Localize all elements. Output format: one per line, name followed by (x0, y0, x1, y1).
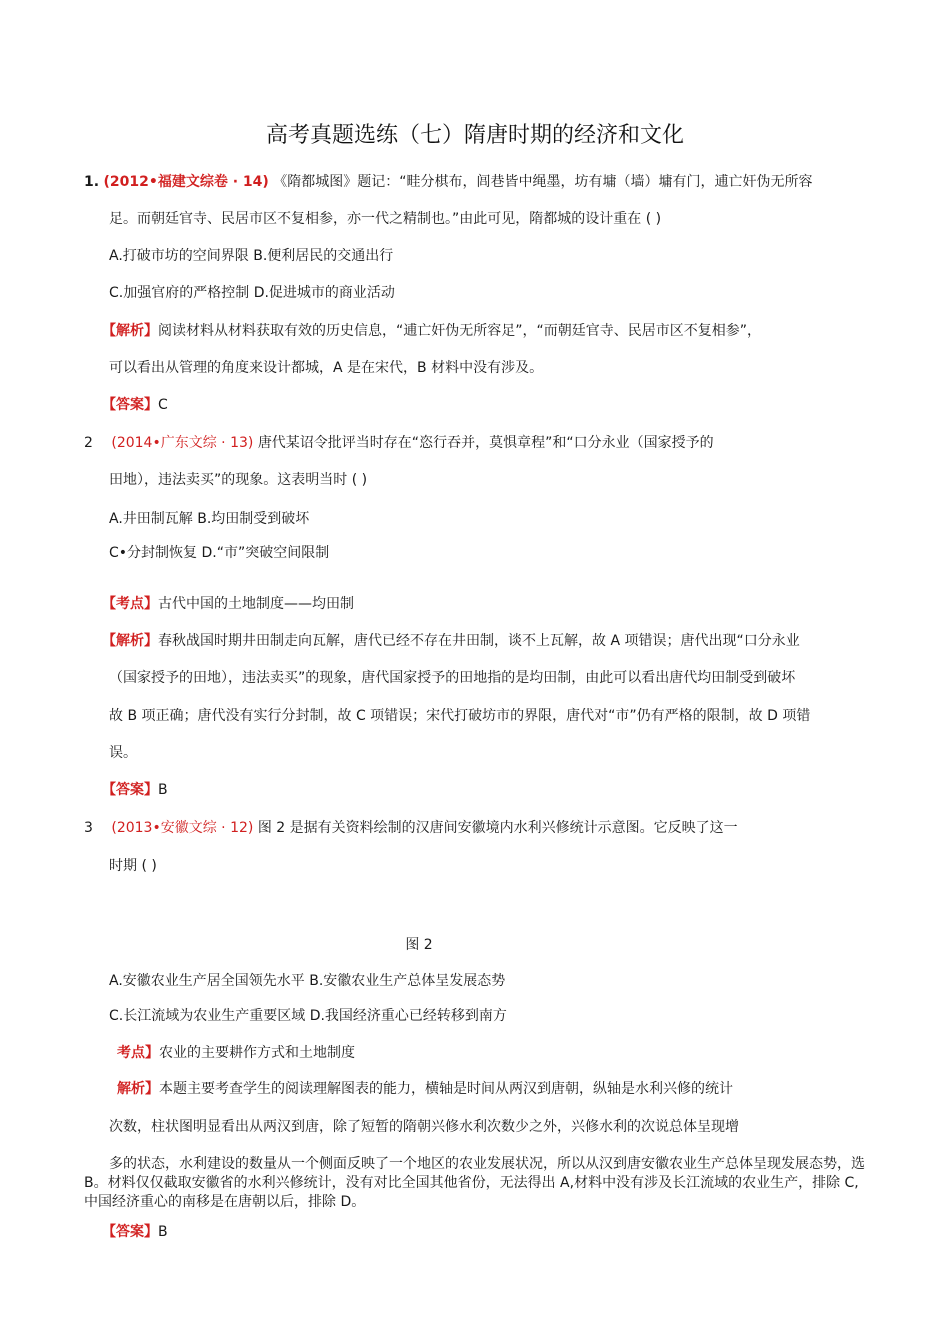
options-row-1 (109, 246, 393, 266)
answer-tag: 【答案】 (102, 397, 158, 413)
question-3-line-1 (84, 818, 738, 838)
answer-tag: 【答案】 (102, 1224, 158, 1240)
options-row-1 (109, 971, 505, 991)
analysis-paragraph: 多的状态，水利建设的数量从一个侧面反映了一个地区的农业发展状况，所以从汉到唐安徽农业生产总体呈现发展态势，选 B。材料仅仅截取安徽省的水利兴修统计，没有对比全国其他省份，无法得出 A,材料中没有涉及长江流域的农业生产，排除 C,中国经济重心的南移是在唐朝以后，排除 D。 (84, 1156, 865, 1210)
point-tag: 【考点】 (102, 596, 158, 612)
option-c: C•分封制恢复 (109, 545, 202, 561)
options-row-1 (109, 509, 309, 529)
analysis-line-2: 次数，柱状图明显看出从两汉到唐，除了短暂的隋朝兴修水利次数少之外，兴修水利的次说总体呈现增 (109, 1119, 739, 1135)
analysis-line-1 (102, 321, 761, 341)
answer-value: B (158, 1224, 168, 1240)
question-1-line-1 (84, 172, 813, 192)
options-row-2 (109, 1006, 507, 1026)
question-2-line-1 (84, 433, 714, 453)
answer-value: C (158, 397, 168, 413)
question-number: 1. (84, 174, 100, 190)
analysis-line-4: 误。 (109, 745, 137, 761)
option-a: A.安徽农业生产居全国领先水平 (109, 973, 310, 989)
options-row-2 (109, 543, 329, 563)
point-line (117, 1043, 355, 1063)
answer-tag: 【答案】 (102, 782, 158, 798)
answer-value: B (158, 782, 168, 798)
analysis-tag: 【解析】 (102, 323, 158, 339)
question-stem-continued: 田地），违法卖买”的现象。这表明当时 ( ) (109, 472, 368, 488)
option-b: B.均田制受到破坏 (197, 511, 310, 527)
answer-line (102, 1222, 168, 1242)
question-source: (2014•广东文综 · 13) (111, 435, 254, 451)
point-text: 古代中国的土地制度——均田制 (158, 596, 354, 612)
question-number: 2 (84, 435, 93, 451)
answer-line (102, 395, 168, 415)
analysis-tag: 解析】 (117, 1081, 159, 1097)
question-stem: 唐代某诏令批评当时存在“恣行吞并，莫惧章程”和“口分永业（国家授予的 (257, 435, 714, 451)
question-stem: 《隋都城图》题记：“畦分棋布，闾巷皆中绳墨，坊有墉（墙）墉有门，逋亡奸伪无所容 (273, 174, 813, 190)
analysis-line-1 (117, 1079, 733, 1099)
options-row-2 (109, 283, 395, 303)
analysis-tag: 【解析】 (102, 633, 158, 649)
option-a: A.打破市坊的空间界限 (109, 248, 254, 264)
option-d: D.我国经济重心已经转移到南方 (309, 1008, 507, 1024)
analysis-text: 阅读材料从材料获取有效的历史信息，“逋亡奸伪无所容足”，“而朝廷官寺、民居市区不复相参”， (158, 323, 762, 339)
question-number: 3 (84, 820, 93, 836)
option-b: B.便利居民的交通出行 (253, 248, 394, 264)
analysis-line-1 (102, 631, 800, 651)
figure-caption: 图 2 (405, 937, 433, 953)
question-stem-continued: 时期 ( ) (109, 858, 157, 874)
analysis-text: 本题主要考查学生的阅读理解图表的能力，横轴是时间从两汉到唐朝，纵轴是水利兴修的统计 (159, 1081, 733, 1097)
question-stem-continued: 足。而朝廷官寺、民居市区不复相参，亦一代之精制也。”由此可见，隋都城的设计重在 ( ) (109, 211, 662, 227)
analysis-line-2: 可以看出从管理的角度来设计都城，A 是在宋代，B 材料中没有涉及。 (109, 360, 544, 376)
analysis-line-2: （国家授予的田地），违法卖买”的现象，唐代国家授予的田地指的是均田制，由此可以看出唐代均田制受到破坏 (109, 670, 796, 686)
question-source: (2013•安徽文综 · 12) (111, 820, 254, 836)
point-tag: 考点】 (117, 1045, 159, 1061)
page-title: 高考真题选练（七）隋唐时期的经济和文化 (265, 123, 684, 148)
analysis-text: 春秋战国时期井田制走向瓦解，唐代已经不存在井田制，谈不上瓦解，故 A 项错误；唐代出现“口分永业 (158, 633, 800, 649)
option-c: C.加强官府的严格控制 (109, 285, 254, 301)
point-line (102, 594, 354, 614)
option-b: B.安徽农业生产总体呈发展态势 (309, 973, 506, 989)
option-d: D.“市”突破空间限制 (201, 545, 330, 561)
question-stem: 图 2 是据有关资料绘制的汉唐间安徽境内水利兴修统计示意图。它反映了这一 (257, 820, 738, 836)
option-a: A.井田制瓦解 (109, 511, 198, 527)
point-text: 农业的主要耕作方式和土地制度 (159, 1045, 355, 1061)
analysis-line-3: 故 B 项正确；唐代没有实行分封制，故 C 项错误；宋代打破坊市的界限，唐代对“市”仍有严格的限制，故 D 项错 (109, 708, 811, 724)
option-d: D.促进城市的商业活动 (253, 285, 395, 301)
option-c: C.长江流域为农业生产重要区域 (109, 1008, 310, 1024)
question-source: (2012•福建文综卷 · 14) (103, 174, 269, 190)
answer-line (102, 780, 168, 800)
